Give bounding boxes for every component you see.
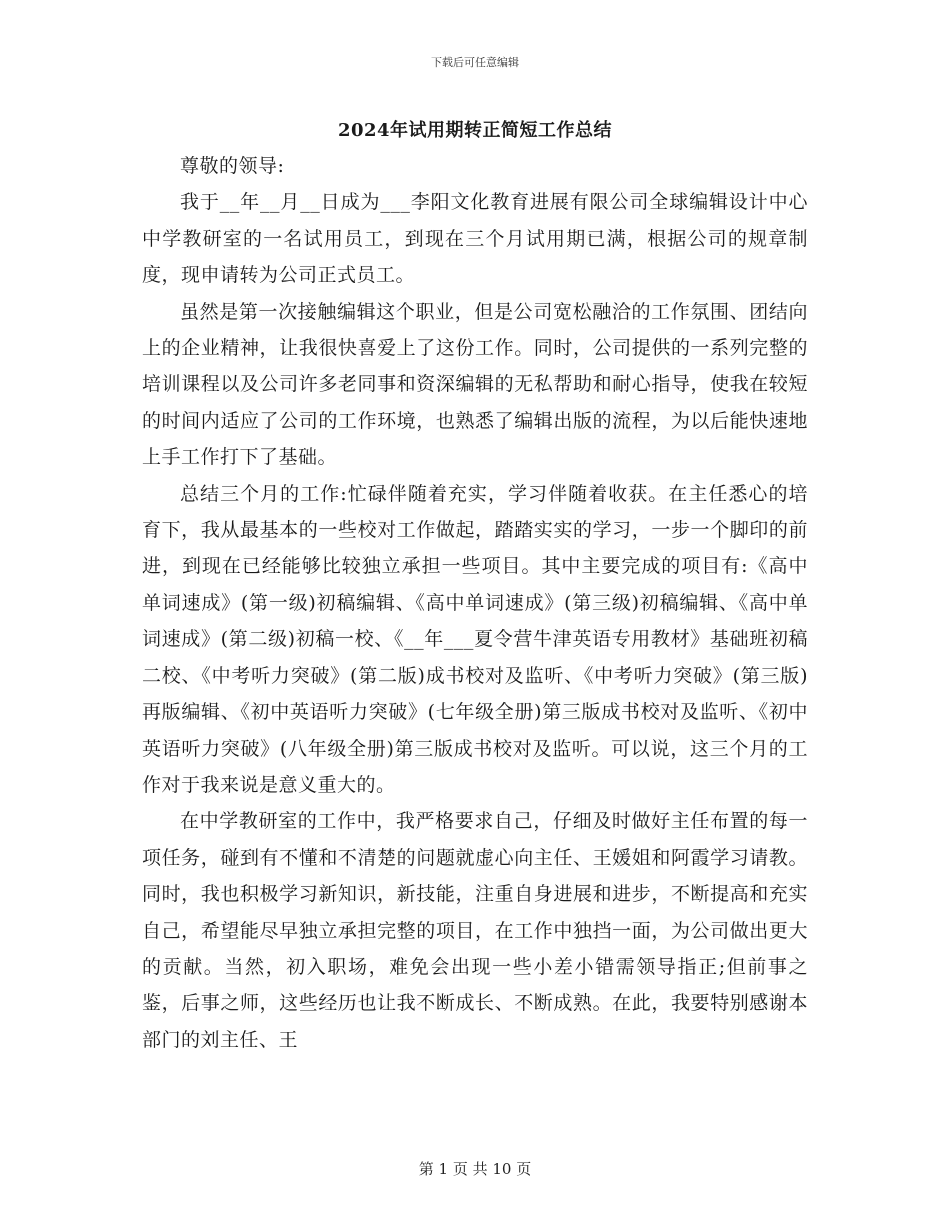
paragraph-4: 在中学教研室的工作中，我严格要求自己，仔细及时做好主任布置的每一项任务，碰到有不懂和不清楚的问题就虚心向主任、王媛姐和阿霞学习请教。同时，我也积极学习新知识，新技能，注重自身进展和进步，不断提高和充实自己，希望能尽早独立承担完整的项目，在工作中独挡一面，为公司做出更大的贡献。当然，初入职场，难免会出现一些小差小错需领导指正;但前事之鉴，后事之师，这些经历也让我不断成长、不断成熟。在此，我要特别感谢本部门的刘主任、王: [142, 810, 808, 1051]
paragraph-3: 总结三个月的工作:忙碌伴随着充实，学习伴随着收获。在主任悉心的培育下，我从最基本的一些校对工作做起，踏踏实实的学习，一步一个脚印的前进，到现在已经能够比较独立承担一些项目。其中主要完成的项目有:《高中单词速成》(第一级)初稿编辑、《高中单词速成》(第三级)初稿编辑、《高中单词速成》(第二级)初稿一校、《__年___夏令营牛津英语专用教材》基础班初稿二校、《中考听力突破》(第二版)成书校对及监听、《中考听力突破》(第三版)再版编辑、《初中英语听力突破》(七年级全册)第三版成书校对及监听、《初中英语听力突破》(八年级全册)第三版成书校对及监听。可以说，这三个月的工作对于我来说是意义重大的。: [142, 482, 808, 796]
paragraph-1: 我于__年__月__日成为___李阳文化教育进展有限公司全球编辑设计中心中学教研室的一名试用员工，到现在三个月试用期已满，根据公司的规章制度，现申请转为公司正式员工。: [142, 191, 808, 287]
header-note: 下载后可任意编辑: [431, 56, 519, 69]
page-number-footer: 第 1 页 共 10 页: [418, 1160, 532, 1178]
document-body: [142, 148, 808, 1058]
salutation: 尊敬的领导:: [180, 155, 285, 177]
document-title: 2024年试用期转正简短工作总结: [337, 120, 613, 141]
paragraph-2: 虽然是第一次接触编辑这个职业，但是公司宽松融洽的工作氛围、团结向上的企业精神，让我很快喜爱上了这份工作。同时，公司提供的一系列完整的培训课程以及公司许多老同事和资深编辑的无私帮助和耐心指导，使我在较短的时间内适应了公司的工作环境，也熟悉了编辑出版的流程，为以后能快速地上手工作打下了基础。: [142, 300, 808, 469]
